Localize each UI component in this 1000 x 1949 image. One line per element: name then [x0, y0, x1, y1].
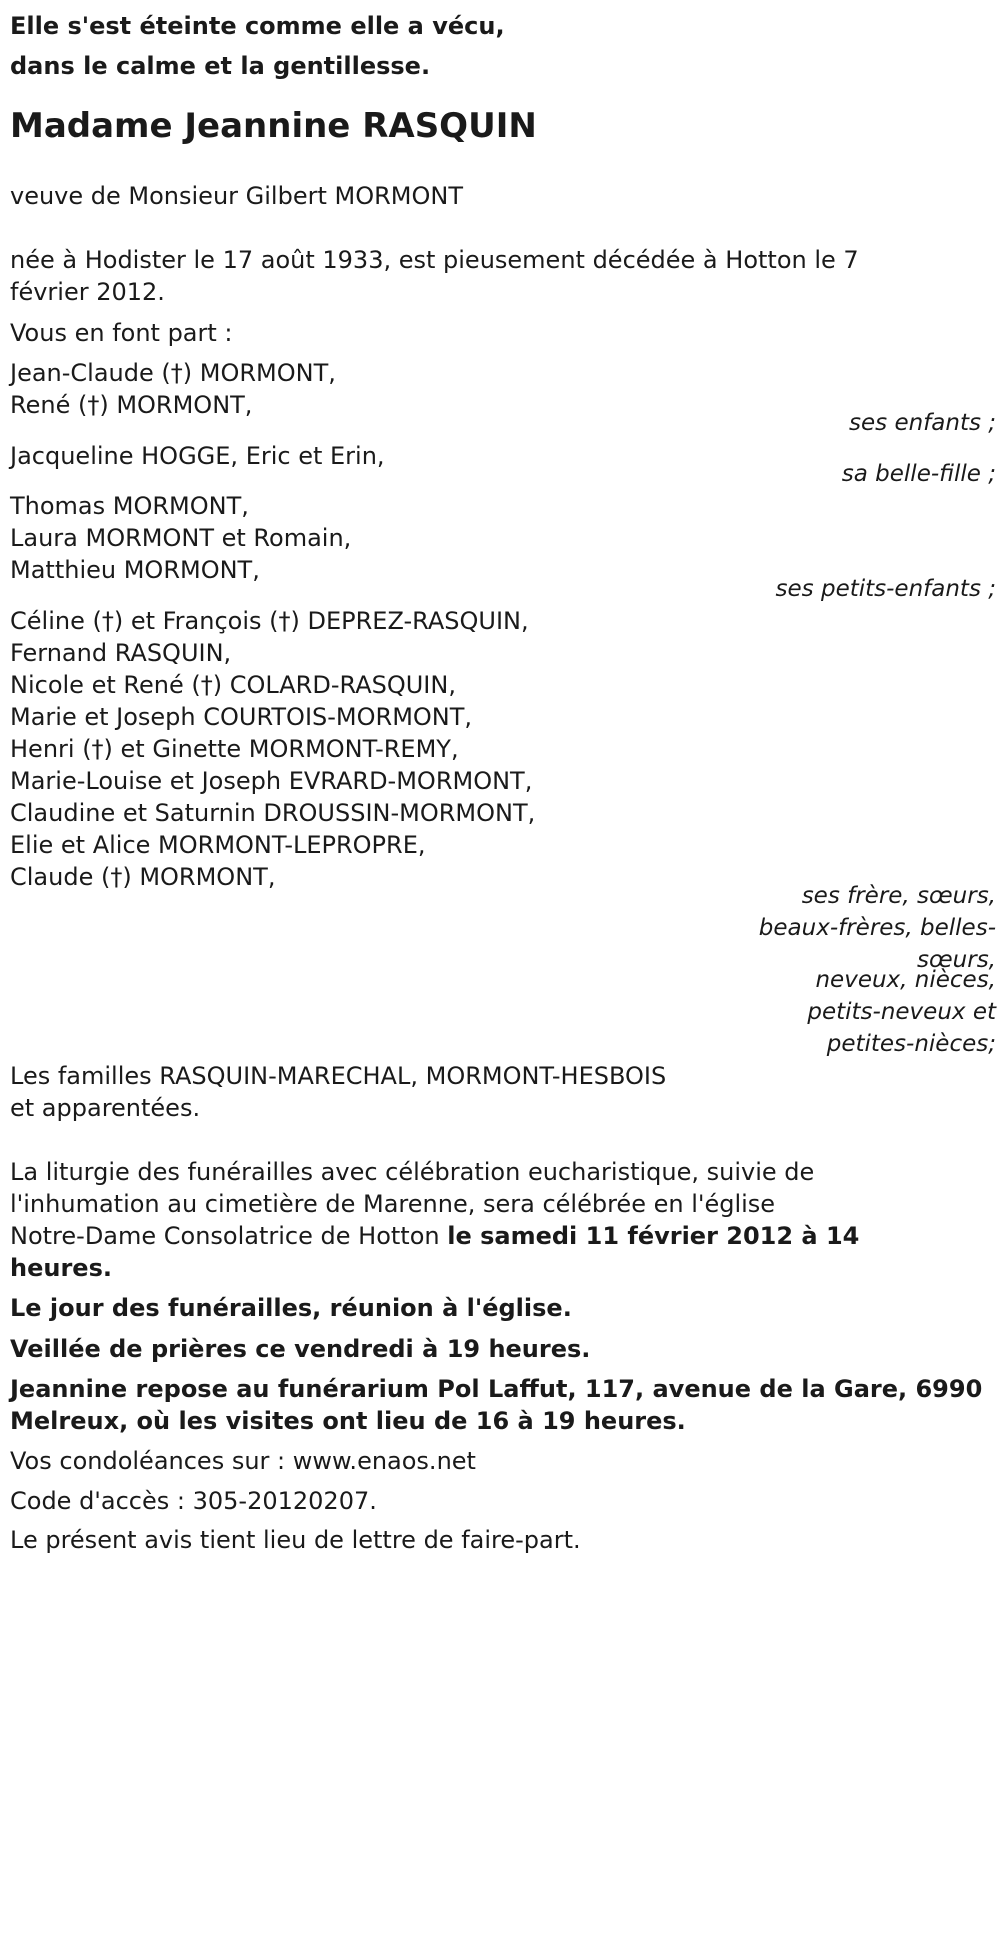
siblings-label-2: beaux-frères, belles-	[758, 915, 996, 941]
deceased-name: Madame Jeannine RASQUIN	[10, 106, 537, 146]
meeting-line: Le jour des funérailles, réunion à l'église.	[10, 1294, 572, 1322]
daughter-in-law: Jacqueline HOGGE, Eric et Erin,	[10, 442, 385, 470]
sibling-3: Nicole et René (†) COLARD-RASQUIN,	[10, 671, 456, 699]
sibling-6: Marie-Louise et Joseph EVRARD-MORMONT,	[10, 767, 533, 795]
nephews-label-1: neveux, nièces,	[815, 967, 996, 993]
grandchild-3: Matthieu MORMONT,	[10, 556, 260, 584]
birth-death-line-2: février 2012.	[10, 278, 165, 306]
notice-line: Le présent avis tient lieu de lettre de faire-part.	[10, 1526, 581, 1554]
grandchild-2: Laura MORMONT et Romain,	[10, 524, 352, 552]
sibling-2: Fernand RASQUIN,	[10, 639, 232, 667]
families-line-1: Les familles RASQUIN-MARECHAL, MORMONT-HESBOIS	[10, 1062, 667, 1090]
sibling-7: Claudine et Saturnin DROUSSIN-MORMONT,	[10, 799, 536, 827]
nephews-label-2: petits-neveux et	[807, 999, 996, 1025]
daughter-in-law-label: sa belle-fille ;	[841, 461, 996, 487]
funeral-line-4: heures.	[10, 1254, 112, 1282]
access-code-line: Code d'accès : 305-20120207.	[10, 1487, 377, 1515]
families-line-2: et apparentées.	[10, 1094, 201, 1122]
sibling-9: Claude (†) MORMONT,	[10, 863, 276, 891]
sibling-4: Marie et Joseph COURTOIS-MORMONT,	[10, 703, 473, 731]
vigil-line: Veillée de prières ce vendredi à 19 heures.	[10, 1335, 591, 1363]
rest-line-2: Melreux, où les visites ont lieu de 16 à 19 heures.	[10, 1407, 686, 1435]
funeral-date: le samedi 11 février 2012 à 14	[447, 1222, 860, 1250]
funeral-line-3	[10, 1216, 859, 1256]
epigraph-line-2: dans le calme et la gentillesse.	[10, 52, 431, 80]
rest-line-1: Jeannine repose au funérarium Pol Laffut, 117, avenue de la Gare, 6990	[10, 1375, 983, 1403]
grandchild-1: Thomas MORMONT,	[10, 492, 249, 520]
siblings-label-1: ses frère, sœurs,	[801, 883, 996, 909]
epigraph-line-1: Elle s'est éteinte comme elle a vécu,	[10, 12, 505, 40]
announce-line: Vous en font part :	[10, 319, 233, 347]
children-label: ses enfants ;	[849, 410, 996, 436]
funeral-line-2: l'inhumation au cimetière de Marenne, sera célébrée en l'église	[10, 1190, 776, 1218]
child-1: Jean-Claude (†) MORMONT,	[10, 359, 336, 387]
sibling-8: Elie et Alice MORMONT-LEPROPRE,	[10, 831, 426, 859]
birth-death-line-1: née à Hodister le 17 août 1933, est pieusement décédée à Hotton le 7	[10, 246, 859, 274]
funeral-line-3-regular: Notre-Dame Consolatrice de Hotton	[10, 1222, 448, 1250]
grandchildren-label: ses petits-enfants ;	[775, 576, 996, 602]
child-2: René (†) MORMONT,	[10, 391, 253, 419]
nephews-label-3: petites-nièces;	[826, 1031, 996, 1057]
sibling-5: Henri (†) et Ginette MORMONT-REMY,	[10, 735, 459, 763]
sibling-1: Céline (†) et François (†) DEPREZ-RASQUIN,	[10, 607, 529, 635]
condolences-line: Vos condoléances sur : www.enaos.net	[10, 1447, 476, 1475]
siblings-label-3: sœurs,	[917, 947, 996, 973]
spouse-line: veuve de Monsieur Gilbert MORMONT	[10, 182, 463, 210]
funeral-line-1: La liturgie des funérailles avec célébration eucharistique, suivie de	[10, 1158, 815, 1186]
